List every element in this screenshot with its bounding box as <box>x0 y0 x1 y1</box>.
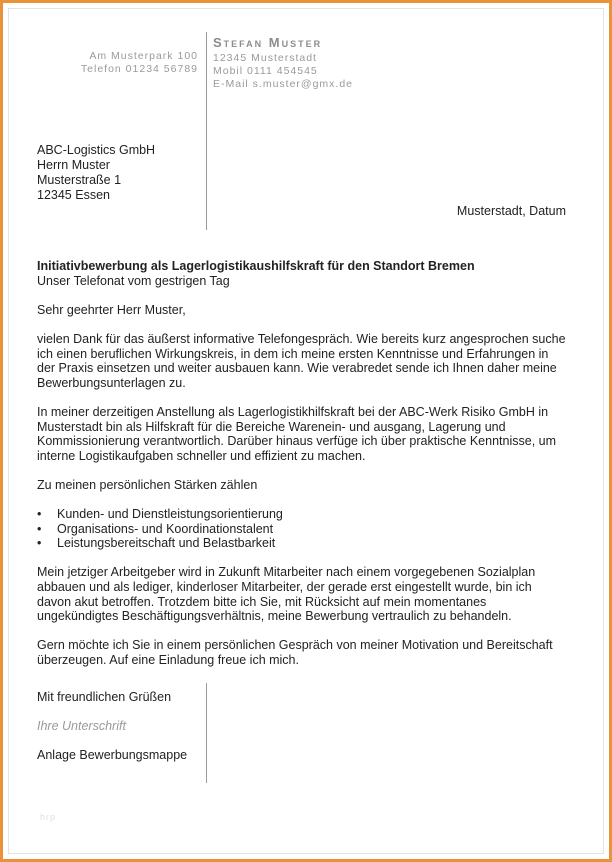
strengths-list <box>37 507 567 551</box>
paragraph-current-position: In meiner derzeitigen Anstellung als Lagerlogistikhilfskraft bei der ABC-Werk Risiko GmbH in Musterstadt bin als Hilfskraft für die Bereiche Warenein- und ausgang, Lagerung und Kommissionierung verantwortlich. Darüber hinaus verfüge ich über praktische Kenntnisse, um interne Logistikaufgaben schneller und effizient zu machen. <box>37 404 557 463</box>
recipient-company: ABC-Logistics GmbH <box>37 143 156 157</box>
enclosure: Anlage Bewerbungsmappe <box>37 748 188 762</box>
bullet-icon: • <box>37 521 42 536</box>
paragraph-intro: vielen Dank für das äußerst informative Telefongespräch. Wie bereits kurz angesprochen suche ich einen beruflichen Wirkungskreis, in dem ich meine ersten Kenntnisse und Erfahrungen in der Praxis einsetzen und weiter ausbauen kann. Wie verabredet sende ich Ihnen daher meine Bewerbungsunterlagen zu. <box>37 331 566 390</box>
bullet-icon: • <box>37 536 42 551</box>
sender-phone: Telefon 01234 56789 <box>80 63 198 75</box>
signature: Ihre Unterschrift <box>37 718 126 733</box>
footer-watermark: hrp <box>40 812 57 822</box>
closing: Mit freundlichen Grüßen <box>37 689 172 704</box>
bullet-icon: • <box>37 507 42 522</box>
list-item: • Organisations- und Koordinationstalent <box>37 521 274 536</box>
sender-address-left <box>40 50 198 76</box>
paragraph-closing-request: Gern möchte ich Sie in einem persönlichen Gespräch von meiner Motivation und Bereitschaft überzeugen. Auf eine Einladung freue ich mich. <box>37 638 553 668</box>
recipient-contact: Herrn Muster <box>37 158 110 172</box>
salutation: Sehr geehrter Herr Muster, <box>37 302 186 317</box>
list-item: • Kunden- und Dienstleistungsorientierung <box>37 507 283 522</box>
sender-street: Am Musterpark 100 <box>89 50 198 62</box>
letter-body <box>37 259 567 763</box>
recipient-city: 12345 Essen <box>37 188 110 202</box>
header-divider-line <box>206 32 207 230</box>
sender-name: Stefan Muster <box>213 35 323 50</box>
footer-divider-line <box>206 683 207 783</box>
letter-subject: Initiativbewerbung als Lagerlogistikaushilfskraft für den Standort Bremen <box>37 259 475 273</box>
place-date: Musterstadt, Datum <box>456 204 566 218</box>
recipient-street: Musterstraße 1 <box>37 173 122 187</box>
sender-city: 12345 Musterstadt <box>213 52 317 64</box>
sender-address-right <box>213 35 353 91</box>
strengths-intro: Zu meinen persönlichen Stärken zählen <box>37 477 258 492</box>
paragraph-situation: Mein jetziger Arbeitgeber wird in Zukunft Mitarbeiter nach einem vorgegebenen Sozialplan abbauen und als lediger, kinderloser Mitarbeiter, der gerade erst eingestellt wurde, bin ich davon akut betroffen. Trotzdem bitte ich Sie, mit Rücksicht auf mein momentanes ungekündigtes Beschäftigungsverhältnis, meine Bewerbung vertraulich zu behandeln. <box>37 565 536 624</box>
recipient-address <box>37 143 155 203</box>
letter-reference: Unser Telefonat vom gestrigen Tag <box>37 273 230 288</box>
sender-email: E-Mail s.muster@gmx.de <box>213 78 354 90</box>
list-item: • Leistungsbereitschaft und Belastbarkeit <box>37 536 276 551</box>
sender-mobile: Mobil 0111 454545 <box>213 65 318 77</box>
